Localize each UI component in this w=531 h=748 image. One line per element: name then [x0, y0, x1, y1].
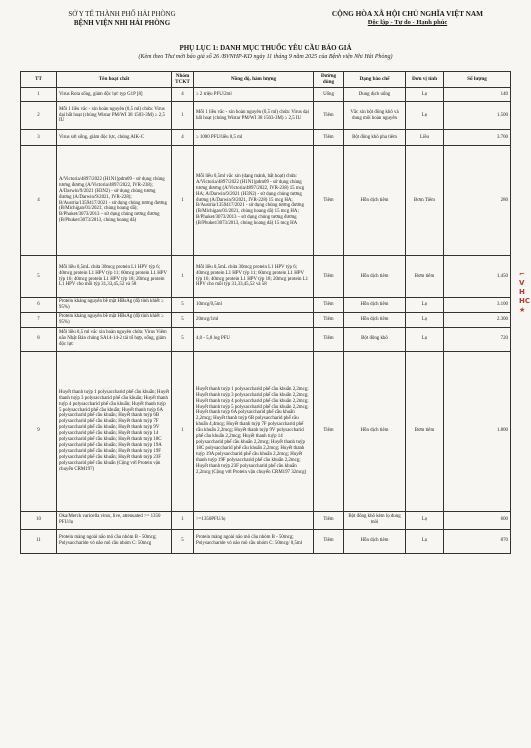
cell-route: Tiêm	[314, 511, 344, 529]
cell-group: 1	[172, 351, 194, 511]
table-header-row	[21, 72, 511, 88]
cell-tt: 2	[21, 102, 57, 130]
cell-route: Tiêm	[314, 298, 344, 313]
cell-route: Tiêm	[314, 256, 344, 298]
cell-unit: Lọ	[406, 529, 444, 553]
cell-route: Uống	[314, 88, 344, 102]
table-row	[21, 529, 511, 553]
col-header: Nồng độ, hàm lượng	[194, 72, 314, 88]
cell-form: Hỗn dịch tiêm	[344, 298, 406, 313]
cell-form: Bột đông khô	[344, 327, 406, 351]
cell-route: Tiêm	[314, 327, 344, 351]
cell-tt: 6	[21, 298, 57, 313]
cell-active: Huyết thanh tuýp 1 polysaccharid phế cầu khuẩn; Huyết thanh tuýp 3 polysaccharid phế cầu khuẩn; Huyết thanh tuýp 4 polysaccharid phế cầu khuẩn; Huyết thanh tuýp 5 polysaccharid phế cầu khuẩn; Huyết thanh tuýp 6A polysaccharid phế cầu khuẩn; Huyết thanh tuýp 6B polysaccharid phế cầu khuẩn; Huyết thanh tuýp 7F polysaccharid phế cầu khuẩn; Huyết thanh tuýp 9V polysaccharid phế cầu khuẩn; Huyết thanh tuýp 14 polysaccharid phế cầu khuẩn; Huyết thanh tuýp 18C polysaccharid phế cầu khuẩn; Huyết thanh tuýp 19A polysaccharid phế cầu khuẩn; Huyết thanh tuýp 19F polysaccharid phế cầu khuẩn; Huyết thanh tuýp 23F polysaccharid phế cầu khuẩn (Cộng với Protein vận chuyển CRM197)	[57, 351, 172, 511]
cell-tt: 11	[21, 529, 57, 553]
cell-conc: ≥ 2 triệu PFU/2ml	[194, 88, 314, 102]
table-row	[21, 327, 511, 351]
cell-qty: 1.500	[444, 102, 511, 130]
table-row	[21, 146, 511, 256]
cell-tt: 9	[21, 351, 57, 511]
cell-active: Oka/Merck varicella virus, live, attenuated >= 1350 PFU/lọ	[57, 511, 172, 529]
cell-conc: >=1350PFU/lọ	[194, 511, 314, 529]
issuer-line2: BỆNH VIỆN NHI HẢI PHÒNG	[73, 19, 171, 27]
cell-conc: 10mcg/0,5ml	[194, 298, 314, 313]
cell-conc: Huyết thanh tuýp 1 polysaccharid phế cầu khuẩn 2,2mcg; Huyết thanh tuýp 3 polysaccharid phế cầu khuẩn 2,2mcg; Huyết thanh tuýp 4 polysaccharid phế cầu khuẩn 2,2mcg; Huyết thanh tuýp 5 polysaccharid phế cầu khuẩn 2,2mcg; Huyết thanh tuýp 6A polysaccharid phế cầu khuẩn 2,2mcg; Huyết thanh tuýp 6B polysaccharid phế cầu khuẩn 4,4mcg; Huyết thanh tuýp 7F polysaccharid phế cầu khuẩn 2,2mcg; Huyết thanh tuýp 9V polysaccharid phế cầu khuẩn 2,2mcg; Huyết thanh tuýp 14 polysaccharid phế cầu khuẩn 2,2mcg; Huyết thanh tuýp 18C polysaccharid phế cầu khuẩn 2,2mcg; Huyết thanh tuýp 19A polysaccharid phế cầu khuẩn 2,2mcg; Huyết thanh tuýp 19F polysaccharid phế cầu khuẩn 2,2mcg; Huyết thanh tuýp 23F polysaccharid phế cầu khuẩn 2,2mcg (Cộng với Protein vận chuyển CRM197 32mcg)	[194, 351, 314, 511]
document-subtitle: (Kèm theo Thư mời báo giá số 26 /BVNHP-KD ngày 11 tháng 9 năm 2025 của Bệnh viện Nhi Hải Phòng)	[138, 54, 393, 60]
col-header: Đường dùng	[314, 72, 344, 88]
cell-unit: Lọ	[406, 511, 444, 529]
cell-qty: 3.700	[444, 130, 511, 146]
table-row	[21, 102, 511, 130]
cell-group: 5	[172, 312, 194, 327]
cell-form: Hỗn dịch tiêm	[344, 256, 406, 298]
cell-form: Hỗn dịch tiêm	[344, 351, 406, 511]
cell-active: Virus sởi sống, giảm độc lực, chủng AIK-C	[57, 130, 172, 146]
table-row	[21, 312, 511, 327]
received-stamp: ⌐ V H HC ★	[519, 270, 530, 314]
col-header: Số lượng	[444, 72, 511, 88]
cell-unit: Lọ	[406, 327, 444, 351]
cell-form: Bột đông khô kèm lọ dung môi	[344, 511, 406, 529]
national-motto: Độc lập - Tự do - Hạnh phúc	[367, 19, 448, 26]
cell-unit: Bơm Tiêm	[406, 146, 444, 256]
cell-active: Mỗi 1 liều vắc - xin hoàn nguyên (0,5 ml) chứa: Virus dại bất hoạt (chủng Wistar PM/WI 38 1503-3M) ≥ 2,5 IU	[57, 102, 172, 130]
col-header: Nhóm TCKT	[172, 72, 194, 88]
cell-route: Tiêm	[314, 102, 344, 130]
cell-qty: 2.300	[444, 312, 511, 327]
issuer-header	[22, 10, 222, 28]
cell-tt: 4	[21, 146, 57, 256]
cell-route: Tiêm	[314, 312, 344, 327]
cell-form: Hỗn dịch tiêm	[344, 146, 406, 256]
cell-conc: Mỗi liều 0,5ml vắc xin (dạng mảnh, bất hoạt) chứa: A/Victoria/4897/2022 (H1N1)pdm09 - sử dụng chủng tương đương (A/Victoria/4897/2022, IVR-238) 15 mcg HA; A/Darwin/9/2021 (H3N2) - sử dụng chủng tương đương (A/Darwin/9/2021, IVR-228) 15 mcg HA; B/Austria/1359417/2021 - sử dụng chủng tương đương (B/Michigan/01/2021, chủng hoang dã) 15 mcg HA; B/Phuket/3073/2013 – sử dụng chủng tương đương (B/Phuket/3073/2013, chủng hoang dã) 15 mcg HA	[194, 146, 314, 256]
cell-tt: 10	[21, 511, 57, 529]
national-header	[300, 9, 515, 27]
cell-conc: Protein màng ngoài não mô cầu nhóm B - 50mcg; Polysaccharide vỏ não mô cầu nhóm C: 50mcg/ 0,5ml	[194, 529, 314, 553]
cell-group: 1	[172, 256, 194, 298]
cell-route: Tiêm	[314, 529, 344, 553]
cell-conc: ≥ 1000 PFU/liều 0,5 ml	[194, 130, 314, 146]
table-row	[21, 298, 511, 313]
cell-conc: Mỗi liều 0,5mL chứa 30mcg protein L1 HPV týp 6; 40mcg protein L1 HPV týp 11; 60mcg protein L1 HPV týp 16; 40mcg protein L1 HPV týp 18; 20mcg protein L1 HPV cho mỗi týp 31,33,45,52 và 58	[194, 256, 314, 298]
cell-route: Tiêm	[314, 351, 344, 511]
cell-qty: 720	[444, 327, 511, 351]
cell-qty: 3.100	[444, 298, 511, 313]
cell-unit: Lọ	[406, 102, 444, 130]
cell-tt: 7	[21, 312, 57, 327]
cell-group: 4	[172, 130, 194, 146]
cell-form: Hỗn dịch tiêm	[344, 529, 406, 553]
col-header: TT	[21, 72, 57, 88]
cell-group: 4	[172, 88, 194, 102]
cell-conc: Mỗi 1 liều vắc - xin hoàn nguyên (0,5 ml) chứa: Virus dại bất hoạt (chủng Wistar PM/WI 38 1503-3M) ≥ 2,5 IU	[194, 102, 314, 130]
cell-form: Vắc xin bột đông khô và dung môi hoàn nguyên	[344, 102, 406, 130]
cell-conc: 20mcg/1ml	[194, 312, 314, 327]
cell-conc: 4,0 - 5,8 log PFU	[194, 327, 314, 351]
table-row	[21, 88, 511, 102]
cell-route: Tiêm	[314, 146, 344, 256]
cell-form: Hỗn dịch tiêm	[344, 312, 406, 327]
table-row	[21, 351, 511, 511]
cell-group: 1	[172, 146, 194, 256]
cell-route: Tiêm	[314, 130, 344, 146]
cell-active: Protein kháng nguyên bề mặt HBsAg (độ tinh khiết ≥ 95%)	[57, 298, 172, 313]
issuer-line1: SỞ Y TẾ THÀNH PHỐ HẢI PHÒNG	[68, 10, 176, 18]
cell-form: Dung dịch uống	[344, 88, 406, 102]
cell-active: Mỗi liều 0,5 ml vắc xin hoàn nguyên chứa: Virus Viêm não Nhật Bản chủng SA14-14-2 tái tổ hợp, sống, giảm độc lực	[57, 327, 172, 351]
cell-active: Mỗi liều 0,5mL chứa 30mcg protein L1 HPV týp 6; 40mcg protein L1 HPV týp 11; 60mcg protein L1 HPV týp 16; 40mcg protein L1 HPV týp 18; 20mcg protein L1 HPV cho mỗi týp 31,33,45,52 và 58	[57, 256, 172, 298]
drug-list-table	[20, 71, 511, 554]
cell-unit: Bơm tiêm	[406, 256, 444, 298]
table-row	[21, 511, 511, 529]
col-header: Tên hoạt chất	[57, 72, 172, 88]
col-header: Dạng bào chế	[344, 72, 406, 88]
cell-tt: 3	[21, 130, 57, 146]
cell-qty: 1.450	[444, 256, 511, 298]
cell-group: 1	[172, 102, 194, 130]
national-line1: CỘNG HÒA XÃ HỘI CHỦ NGHĨA VIỆT NAM	[331, 9, 484, 18]
cell-unit: Bơm tiêm	[406, 351, 444, 511]
cell-group: 5	[172, 529, 194, 553]
cell-active: Protein màng ngoài não mô cầu nhóm B - 50mcg; Polysaccharide vỏ não mô cầu nhóm C: 50mcg	[57, 529, 172, 553]
cell-active: Protein kháng nguyên bề mặt HBsAg (độ tinh khiết ≥ 95%)	[57, 312, 172, 327]
document-title: PHỤ LỤC 1: DANH MỤC THUỐC YÊU CẦU BÁO GIÁ	[179, 44, 352, 52]
cell-tt: 8	[21, 327, 57, 351]
cell-qty: 870	[444, 529, 511, 553]
cell-unit: Lọ	[406, 298, 444, 313]
cell-group: 1	[172, 511, 194, 529]
cell-unit: Liều	[406, 130, 444, 146]
cell-form: Bột đông khô pha tiêm	[344, 130, 406, 146]
cell-active: A/Victoria/4897/2022 (H1N1)pdm09 - sử dụng chủng tương đương (A/Victoria/4897/2022, IVR-238); A/Darwin/9/2021 (H3N2) - sử dụng chủng tương đương (A/Darwin/9/2021, IVR-228); B/Austria/1359417/2021 - sử dụng chủng tương đương (B/Michigan/01/2021, chủng hoang dã); B/Phuket/3073/2013 – sử dụng chủng tương đương (B/Phuket/3073/2013, chủng hoang dã)	[57, 146, 172, 256]
cell-tt: 5	[21, 256, 57, 298]
cell-group: 5	[172, 327, 194, 351]
table-row	[21, 256, 511, 298]
cell-qty: 280	[444, 146, 511, 256]
col-header: Đơn vị tính	[406, 72, 444, 88]
table-row	[21, 130, 511, 146]
cell-active: Virus Rota sống, giảm độc lực typ G1P [8]	[57, 88, 172, 102]
cell-unit: Lọ	[406, 312, 444, 327]
cell-qty: 140	[444, 88, 511, 102]
cell-group: 5	[172, 298, 194, 313]
cell-tt: 1	[21, 88, 57, 102]
cell-qty: 1.800	[444, 351, 511, 511]
cell-unit: Lọ	[406, 88, 444, 102]
cell-qty: 600	[444, 511, 511, 529]
